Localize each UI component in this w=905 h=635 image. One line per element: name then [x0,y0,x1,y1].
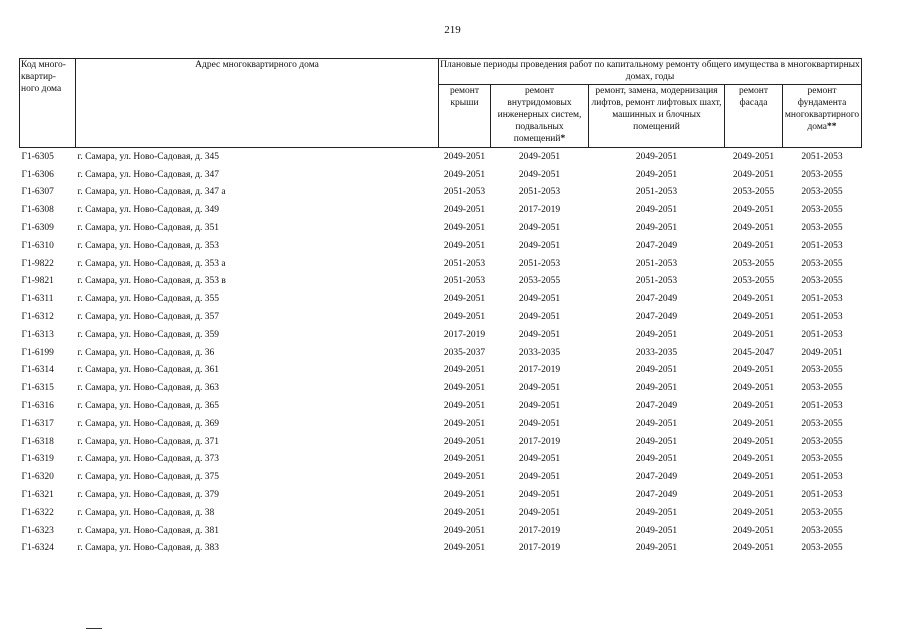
cell-facade-period: 2053-2055 [732,187,775,198]
table-row [20,166,862,184]
cell-lift-period: 2049-2051 [635,329,678,340]
cell-address: г. Самара, ул. Ново-Садовая, д. 383 [77,543,219,554]
header-systems-label: ремонт внутридомовых инженерных систем, подвальных помещений [497,86,582,144]
cell-building-code: Г1-6320 [21,472,54,483]
cell-building-code: Г1-6309 [21,223,54,234]
cell-foundation-period: 2053-2055 [801,525,843,536]
cell-roof-period: 2049-2051 [443,490,486,501]
cell-systems-period: 2049-2051 [518,383,561,394]
cell-building-code: Г1-6308 [21,205,54,216]
cell-foundation-period: 2051-2053 [801,240,843,251]
cell-lift-period: 2047-2049 [635,294,678,305]
cell-building-code: Г1-6318 [21,436,54,447]
cell-systems-period: 2049-2051 [518,151,561,162]
page-number: 219 [444,24,461,36]
cell-foundation-period: 2049-2051 [801,347,843,358]
table-row [20,219,862,237]
cell-facade-period: 2049-2051 [732,169,775,180]
cell-roof-period: 2049-2051 [443,312,486,323]
header-systems-repair [491,85,589,148]
cell-systems-period: 2049-2051 [518,312,561,323]
cell-roof-period: 2049-2051 [443,401,486,412]
cell-building-code: Г1-6312 [21,312,54,323]
cell-foundation-period: 2053-2055 [801,223,843,234]
cell-address: г. Самара, ул. Ново-Садовая, д. 345 [77,151,219,162]
cell-systems-period: 2033-2035 [518,347,561,358]
cell-facade-period: 2049-2051 [732,490,775,501]
cell-lift-period: 2051-2053 [635,258,678,269]
cell-systems-period: 2049-2051 [518,401,561,412]
cell-lift-period: 2049-2051 [635,205,678,216]
cell-foundation-period: 2053-2055 [801,436,843,447]
cell-systems-period: 2017-2019 [518,205,561,216]
cell-lift-period: 2049-2051 [635,383,678,394]
cell-systems-period: 2017-2019 [518,543,561,554]
cell-systems-period: 2049-2051 [518,329,561,340]
header-foundation-label: ремонт фундамента многоквартирного дома [784,86,860,132]
cell-lift-period: 2049-2051 [635,507,678,518]
cell-facade-period: 2049-2051 [732,454,775,465]
cell-building-code: Г1-6322 [21,507,54,518]
cell-facade-period: 2053-2055 [732,258,775,269]
table-row [20,308,862,326]
cell-lift-period: 2049-2051 [635,543,678,554]
cell-lift-period: 2049-2051 [635,436,678,447]
cell-address: г. Самара, ул. Ново-Садовая, д. 369 [77,418,219,429]
cell-facade-period: 2049-2051 [732,418,775,429]
cell-address: г. Самара, ул. Ново-Садовая, д. 381 [77,525,219,536]
cell-roof-period: 2049-2051 [443,205,486,216]
table-row [20,201,862,219]
cell-roof-period: 2049-2051 [443,472,486,483]
cell-address: г. Самара, ул. Ново-Садовая, д. 371 [77,436,219,447]
cell-systems-period: 2051-2053 [518,258,561,269]
table-row [20,415,862,433]
cell-building-code: Г1-9821 [21,276,54,287]
cell-address: г. Самара, ул. Ново-Садовая, д. 363 [77,383,219,394]
table-body [20,148,862,558]
cell-facade-period: 2049-2051 [732,401,775,412]
cell-lift-period: 2049-2051 [635,365,678,376]
cell-address: г. Самара, ул. Ново-Садовая, д. 349 [77,205,219,216]
cell-address: г. Самара, ул. Ново-Садовая, д. 38 [77,507,215,518]
cell-roof-period: 2017-2019 [443,329,486,340]
cell-systems-period: 2049-2051 [518,294,561,305]
cell-building-code: Г1-6306 [21,169,54,180]
table-header [20,59,862,148]
cell-lift-period: 2049-2051 [635,169,678,180]
cell-foundation-period: 2053-2055 [801,258,843,269]
cell-roof-period: 2049-2051 [443,543,486,554]
cell-building-code: Г1-6321 [21,490,54,501]
cell-systems-period: 2049-2051 [518,507,561,518]
table-row [20,486,862,504]
cell-foundation-period: 2053-2055 [801,187,843,198]
cell-building-code: Г1-6310 [21,240,54,251]
cell-foundation-period: 2051-2053 [801,490,843,501]
repair-schedule-table [19,58,862,557]
cell-systems-period: 2053-2055 [518,276,561,287]
cell-systems-period: 2049-2051 [518,240,561,251]
table-row [20,326,862,344]
cell-facade-period: 2049-2051 [732,240,775,251]
cell-foundation-period: 2053-2055 [801,276,843,287]
table-row [20,237,862,255]
cell-foundation-period: 2051-2053 [801,401,843,412]
cell-systems-period: 2017-2019 [518,436,561,447]
cell-address: г. Самара, ул. Ново-Садовая, д. 347 а [77,187,226,198]
cell-building-code: Г1-6323 [21,525,54,536]
cell-facade-period: 2049-2051 [732,329,775,340]
cell-address: г. Самара, ул. Ново-Садовая, д. 357 [77,312,219,323]
cell-address: г. Самара, ул. Ново-Садовая, д. 355 [77,294,219,305]
header-facade-repair: ремонт фасада [725,85,783,148]
cell-address: г. Самара, ул. Ново-Садовая, д. 353 в [77,276,226,287]
cell-foundation-period: 2053-2055 [801,507,843,518]
cell-foundation-period: 2053-2055 [801,383,843,394]
cell-facade-period: 2053-2055 [732,276,775,287]
cell-facade-period: 2049-2051 [732,383,775,394]
cell-building-code: Г1-6315 [21,383,54,394]
cell-building-code: Г1-6199 [21,347,54,358]
table-row [20,433,862,451]
cell-facade-period: 2049-2051 [732,543,775,554]
header-foundation-footnote-mark: ** [827,122,837,132]
footnote-rule [86,628,102,629]
table-row [20,468,862,486]
table-row [20,379,862,397]
header-building-code: Код много-квартир-ного дома [20,59,76,148]
cell-foundation-period: 2053-2055 [801,454,843,465]
table-row [20,362,862,380]
cell-lift-period: 2049-2051 [635,525,678,536]
cell-address: г. Самара, ул. Ново-Садовая, д. 347 [77,169,219,180]
table-row [20,451,862,469]
cell-building-code: Г1-6319 [21,454,54,465]
cell-foundation-period: 2051-2053 [801,312,843,323]
cell-roof-period: 2049-2051 [443,240,486,251]
cell-address: г. Самара, ул. Ново-Садовая, д. 361 [77,365,219,376]
table-row [20,184,862,202]
cell-address: г. Самара, ул. Ново-Садовая, д. 365 [77,401,219,412]
cell-building-code: Г1-6311 [21,294,54,305]
cell-facade-period: 2049-2051 [732,365,775,376]
cell-facade-period: 2049-2051 [732,223,775,234]
cell-foundation-period: 2053-2055 [801,418,843,429]
header-foundation-repair [783,85,862,148]
cell-building-code: Г1-6307 [21,187,54,198]
cell-building-code: Г1-6305 [21,151,54,162]
cell-lift-period: 2049-2051 [635,223,678,234]
cell-address: г. Самара, ул. Ново-Садовая, д. 379 [77,490,219,501]
table-row [20,540,862,558]
cell-roof-period: 2051-2053 [443,187,486,198]
cell-building-code: Г1-6324 [21,543,54,554]
cell-address: г. Самара, ул. Ново-Садовая, д. 36 [77,347,215,358]
cell-systems-period: 2049-2051 [518,169,561,180]
table-row [20,273,862,291]
cell-facade-period: 2049-2051 [732,436,775,447]
cell-address: г. Самара, ул. Ново-Садовая, д. 353 [77,240,219,251]
header-roof-repair: ремонт крыши [439,85,491,148]
cell-roof-period: 2049-2051 [443,418,486,429]
cell-lift-period: 2047-2049 [635,240,678,251]
cell-roof-period: 2049-2051 [443,383,486,394]
cell-roof-period: 2049-2051 [443,436,486,447]
cell-lift-period: 2033-2035 [635,347,678,358]
cell-lift-period: 2051-2053 [635,276,678,287]
table-row [20,504,862,522]
cell-address: г. Самара, ул. Ново-Садовая, д. 351 [77,223,219,234]
table-row [20,522,862,540]
cell-systems-period: 2051-2053 [518,187,561,198]
cell-facade-period: 2045-2047 [732,347,775,358]
cell-foundation-period: 2053-2055 [801,543,843,554]
cell-lift-period: 2049-2051 [635,454,678,465]
cell-lift-period: 2047-2049 [635,401,678,412]
cell-address: г. Самара, ул. Ново-Садовая, д. 353 а [77,258,226,269]
cell-roof-period: 2049-2051 [443,454,486,465]
cell-lift-period: 2049-2051 [635,151,678,162]
cell-systems-period: 2049-2051 [518,454,561,465]
cell-facade-period: 2049-2051 [732,312,775,323]
cell-roof-period: 2049-2051 [443,507,486,518]
table-row [20,255,862,273]
cell-facade-period: 2049-2051 [732,507,775,518]
cell-roof-period: 2049-2051 [443,151,486,162]
header-systems-footnote-mark: * [560,134,566,144]
table-row [20,148,862,166]
cell-roof-period: 2049-2051 [443,294,486,305]
cell-foundation-period: 2051-2053 [801,329,843,340]
cell-lift-period: 2051-2053 [635,187,678,198]
cell-roof-period: 2049-2051 [443,525,486,536]
cell-roof-period: 2035-2037 [443,347,486,358]
cell-systems-period: 2049-2051 [518,223,561,234]
cell-building-code: Г1-6316 [21,401,54,412]
cell-facade-period: 2049-2051 [732,294,775,305]
table-row [20,397,862,415]
cell-roof-period: 2049-2051 [443,169,486,180]
cell-systems-period: 2017-2019 [518,525,561,536]
cell-lift-period: 2049-2051 [635,418,678,429]
cell-systems-period: 2049-2051 [518,472,561,483]
cell-facade-period: 2049-2051 [732,205,775,216]
cell-foundation-period: 2051-2053 [801,151,843,162]
cell-foundation-period: 2053-2055 [801,365,843,376]
cell-lift-period: 2047-2049 [635,490,678,501]
cell-roof-period: 2049-2051 [443,365,486,376]
cell-address: г. Самара, ул. Ново-Садовая, д. 373 [77,454,219,465]
table-row [20,344,862,362]
cell-building-code: Г1-6317 [21,418,54,429]
header-address: Адрес многоквартирного дома [76,59,439,148]
cell-systems-period: 2017-2019 [518,365,561,376]
cell-facade-period: 2049-2051 [732,151,775,162]
cell-roof-period: 2051-2053 [443,258,486,269]
cell-systems-period: 2049-2051 [518,490,561,501]
cell-roof-period: 2051-2053 [443,276,486,287]
cell-building-code: Г1-6313 [21,329,54,340]
cell-building-code: Г1-9822 [21,258,54,269]
cell-facade-period: 2049-2051 [732,525,775,536]
cell-facade-period: 2049-2051 [732,472,775,483]
cell-lift-period: 2047-2049 [635,312,678,323]
cell-roof-period: 2049-2051 [443,223,486,234]
cell-foundation-period: 2053-2055 [801,169,843,180]
cell-address: г. Самара, ул. Ново-Садовая, д. 359 [77,329,219,340]
cell-foundation-period: 2051-2053 [801,472,843,483]
cell-foundation-period: 2051-2053 [801,294,843,305]
header-planned-periods: Плановые периоды проведения работ по капитальному ремонту общего имущества в многоквартирных домах, годы [439,59,862,85]
table-row [20,290,862,308]
cell-building-code: Г1-6314 [21,365,54,376]
header-lift-repair: ремонт, замена, модернизация лифтов, ремонт лифтовых шахт, машинных и блочных помещений [589,85,725,148]
cell-lift-period: 2047-2049 [635,472,678,483]
cell-systems-period: 2049-2051 [518,418,561,429]
cell-foundation-period: 2053-2055 [801,205,843,216]
cell-address: г. Самара, ул. Ново-Садовая, д. 375 [77,472,219,483]
